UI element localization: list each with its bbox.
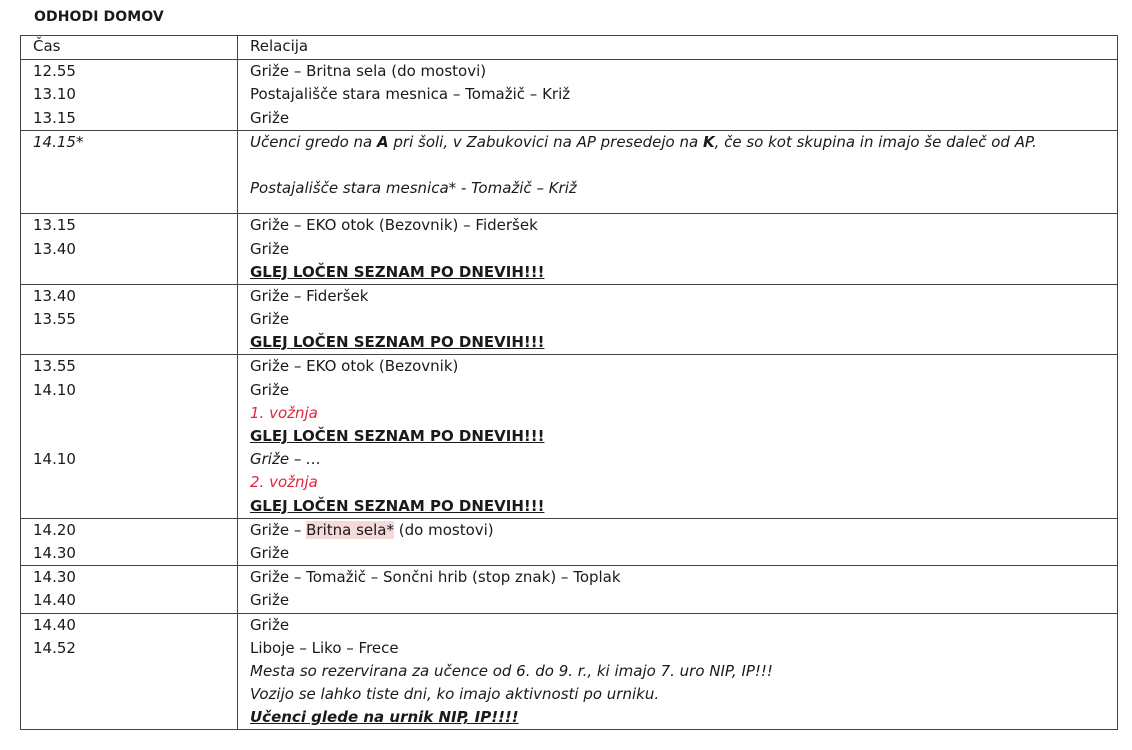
route-cell: [238, 130, 1118, 214]
trip-label: 2. vožnja: [250, 473, 318, 492]
departure-time: 14.40: [33, 615, 76, 634]
table-header-row: [21, 36, 1118, 60]
departure-time: 12.55: [33, 62, 76, 81]
route-line: Griže – Britna sela (do mostovi): [250, 62, 487, 81]
table-row: [21, 214, 1118, 285]
time-cell: [21, 518, 238, 565]
route-line: Postajališče stara mesnica* - Tomažič – Križ: [250, 179, 577, 198]
table-row: [21, 130, 1118, 214]
route-cell: [238, 355, 1118, 518]
table-row: [21, 355, 1118, 518]
route-line: Griže: [250, 310, 290, 329]
route-line: Griže – Britna sela* (do mostovi): [250, 520, 494, 539]
route-line: Griže – …: [250, 450, 322, 469]
departure-time: 13.40: [33, 239, 76, 258]
route-line: Griže – EKO otok (Bezovnik) – Fideršek: [250, 216, 538, 235]
departure-time: 14.30: [33, 568, 76, 587]
departure-time: 13.15: [33, 108, 76, 127]
departure-time: 13.55: [33, 357, 76, 376]
departure-time: 14.10: [33, 380, 76, 399]
departure-time: 14.52: [33, 638, 76, 657]
route-line: Griže: [250, 108, 290, 127]
time-cell: [21, 566, 238, 613]
schedule-notice: GLEJ LOČEN SEZNAM PO DNEVIH!!!: [250, 333, 545, 352]
route-note: Mesta so rezervirana za učence od 6. do 9. r., ki imajo 7. uro NIP, IP!!!: [250, 661, 773, 680]
time-cell: [21, 284, 238, 355]
departure-time: 13.40: [33, 286, 76, 305]
header-route: Relacija: [238, 36, 1118, 60]
route-cell: [238, 613, 1118, 730]
table-row: [21, 518, 1118, 565]
departure-time: 13.10: [33, 85, 76, 104]
schedule-notice: GLEJ LOČEN SEZNAM PO DNEVIH!!!: [250, 496, 545, 515]
departure-time: 14.20: [33, 520, 76, 539]
route-cell: [238, 214, 1118, 285]
time-cell: [21, 355, 238, 518]
schedule-notice: GLEJ LOČEN SEZNAM PO DNEVIH!!!: [250, 427, 545, 445]
table-row: [21, 613, 1118, 730]
departure-time: 13.15: [33, 216, 76, 235]
departure-time: 13.55: [33, 310, 76, 329]
route-line: Griže: [250, 543, 290, 562]
table-row: [21, 284, 1118, 355]
route-line: Postajališče stara mesnica – Tomažič – Križ: [250, 85, 571, 104]
highlighted-stop: Britna sela*: [306, 520, 394, 539]
time-cell: [21, 613, 238, 730]
time-cell: [21, 60, 238, 131]
route-cell: [238, 518, 1118, 565]
table-row: [21, 60, 1118, 131]
departures-table: [20, 35, 1118, 730]
route-line: Liboje – Liko – Frece: [250, 638, 399, 657]
route-line: Griže – Tomažič – Sončni hrib (stop znak) – Toplak: [250, 568, 621, 587]
route-line: Griže: [250, 615, 290, 634]
page-title: ODHODI DOMOV: [34, 9, 164, 25]
route-cell: [238, 60, 1118, 131]
time-cell: [21, 214, 238, 285]
departure-time: 14.30: [33, 543, 76, 562]
departure-time: 14.10: [33, 450, 76, 469]
route-cell: [238, 284, 1118, 355]
route-note: Vozijo se lahko tiste dni, ko imajo aktivnosti po urniku.: [250, 685, 660, 704]
route-note: Učenci gredo na A pri šoli, v Zabukovici na AP presedejo na K, če so kot skupina in imajo še daleč od AP.: [250, 132, 1037, 151]
schedule-notice: Učenci glede na urnik NIP, IP!!!!: [250, 708, 519, 727]
route-line: Griže – EKO otok (Bezovnik): [250, 357, 459, 376]
route-line: Griže: [250, 591, 290, 610]
route-line: Griže – Fideršek: [250, 286, 369, 305]
time-cell: [21, 130, 238, 214]
table-row: [21, 566, 1118, 613]
route-line: Griže: [250, 380, 290, 399]
header-time: Čas: [21, 36, 238, 60]
route-cell: [238, 566, 1118, 613]
trip-label: 1. vožnja: [250, 403, 318, 422]
schedule-notice: GLEJ LOČEN SEZNAM PO DNEVIH!!!: [250, 262, 545, 281]
route-line: Griže: [250, 239, 290, 258]
departure-time: 14.15*: [33, 132, 84, 151]
departure-time: 14.40: [33, 591, 76, 610]
